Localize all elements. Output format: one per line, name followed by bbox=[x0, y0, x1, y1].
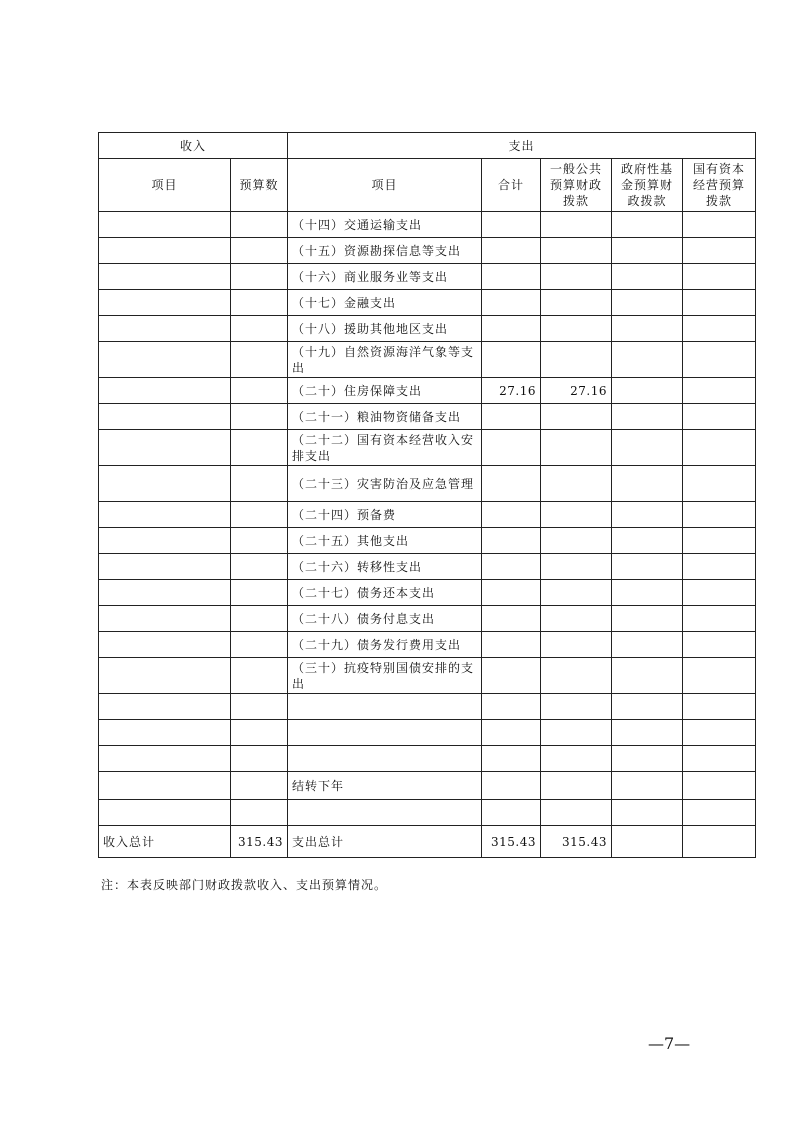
table-row bbox=[99, 238, 756, 264]
expenditure-item-cell: （二十七）债务还本支出 bbox=[288, 580, 482, 606]
income-budget-cell bbox=[231, 404, 288, 430]
fund-budget-cell bbox=[612, 212, 683, 238]
table-row bbox=[99, 800, 756, 826]
fund-budget-header: 政府性基金预算财政拨款 bbox=[612, 159, 683, 212]
table-row bbox=[99, 502, 756, 528]
expenditure-item-cell: （二十一）粮油物资储备支出 bbox=[288, 404, 482, 430]
income-budget-cell bbox=[231, 800, 288, 826]
general-budget-cell bbox=[541, 554, 612, 580]
state-capital-cell bbox=[683, 720, 756, 746]
general-budget-cell bbox=[541, 694, 612, 720]
income-item-cell bbox=[99, 342, 231, 378]
general-budget-cell bbox=[541, 580, 612, 606]
income-item-cell bbox=[99, 580, 231, 606]
general-budget-cell bbox=[541, 632, 612, 658]
state-capital-cell bbox=[683, 378, 756, 404]
income-budget-cell bbox=[231, 378, 288, 404]
income-budget-cell bbox=[231, 502, 288, 528]
totals-row bbox=[99, 826, 756, 858]
income-item-cell bbox=[99, 528, 231, 554]
fund-budget-cell bbox=[612, 580, 683, 606]
total-cell bbox=[482, 212, 541, 238]
income-budget-cell bbox=[231, 658, 288, 694]
general-budget-cell bbox=[541, 746, 612, 772]
general-budget-cell: 27.16 bbox=[541, 378, 612, 404]
fund-budget-cell bbox=[612, 606, 683, 632]
fund-budget-cell bbox=[612, 720, 683, 746]
total-cell bbox=[482, 746, 541, 772]
fund-budget-cell bbox=[612, 800, 683, 826]
income-budget-cell bbox=[231, 342, 288, 378]
expenditure-item-cell: （十六）商业服务业等支出 bbox=[288, 264, 482, 290]
table-row bbox=[99, 606, 756, 632]
total-cell bbox=[482, 580, 541, 606]
expenditure-item-cell bbox=[288, 694, 482, 720]
state-capital-cell bbox=[683, 554, 756, 580]
total-cell bbox=[482, 632, 541, 658]
fund-budget-cell bbox=[612, 316, 683, 342]
total-header: 合计 bbox=[482, 159, 541, 212]
budget-table bbox=[98, 132, 756, 858]
general-budget-cell bbox=[541, 238, 612, 264]
income-item-cell bbox=[99, 606, 231, 632]
table-row bbox=[99, 264, 756, 290]
table-body bbox=[99, 212, 756, 858]
income-item-cell bbox=[99, 430, 231, 466]
expenditure-item-cell: （二十九）债务发行费用支出 bbox=[288, 632, 482, 658]
fund-budget-cell bbox=[612, 772, 683, 800]
general-budget-cell bbox=[541, 290, 612, 316]
table-row bbox=[99, 694, 756, 720]
fund-budget-cell bbox=[612, 502, 683, 528]
column-header-row bbox=[99, 159, 756, 212]
income-item-cell bbox=[99, 378, 231, 404]
table-row bbox=[99, 316, 756, 342]
state-capital-cell bbox=[683, 580, 756, 606]
fund-budget-cell bbox=[612, 238, 683, 264]
general-budget-cell bbox=[541, 658, 612, 694]
income-budget-cell bbox=[231, 554, 288, 580]
general-budget-cell bbox=[541, 342, 612, 378]
income-item-cell bbox=[99, 466, 231, 502]
fund-budget-total bbox=[612, 826, 683, 858]
general-budget-cell bbox=[541, 430, 612, 466]
general-budget-cell bbox=[541, 316, 612, 342]
state-capital-cell bbox=[683, 264, 756, 290]
income-budget-cell bbox=[231, 264, 288, 290]
income-budget-cell bbox=[231, 772, 288, 800]
group-header-row bbox=[99, 133, 756, 159]
income-item-cell bbox=[99, 502, 231, 528]
fund-budget-cell bbox=[612, 694, 683, 720]
income-item-cell bbox=[99, 772, 231, 800]
general-budget-cell bbox=[541, 264, 612, 290]
expenditure-item-cell: （十八）援助其他地区支出 bbox=[288, 316, 482, 342]
table-row bbox=[99, 772, 756, 800]
income-budget-cell bbox=[231, 238, 288, 264]
state-capital-cell bbox=[683, 238, 756, 264]
expenditure-item-cell: （二十八）债务付息支出 bbox=[288, 606, 482, 632]
state-capital-cell bbox=[683, 212, 756, 238]
income-budget-cell bbox=[231, 290, 288, 316]
income-item-cell bbox=[99, 316, 231, 342]
table-row bbox=[99, 632, 756, 658]
total-cell bbox=[482, 404, 541, 430]
total-cell bbox=[482, 772, 541, 800]
income-budget-cell bbox=[231, 316, 288, 342]
total-cell bbox=[482, 694, 541, 720]
general-budget-cell bbox=[541, 528, 612, 554]
income-budget-cell bbox=[231, 580, 288, 606]
total-cell bbox=[482, 528, 541, 554]
expenditure-item-cell bbox=[288, 800, 482, 826]
expenditure-item-cell: （二十五）其他支出 bbox=[288, 528, 482, 554]
fund-budget-cell bbox=[612, 466, 683, 502]
income-budget-cell bbox=[231, 694, 288, 720]
state-capital-cell bbox=[683, 746, 756, 772]
state-capital-cell bbox=[683, 772, 756, 800]
table-row bbox=[99, 720, 756, 746]
total-cell bbox=[482, 720, 541, 746]
general-budget-cell bbox=[541, 720, 612, 746]
income-budget-cell bbox=[231, 528, 288, 554]
expenditure-item-cell: （十四）交通运输支出 bbox=[288, 212, 482, 238]
state-capital-cell bbox=[683, 658, 756, 694]
income-item-cell bbox=[99, 212, 231, 238]
general-budget-cell bbox=[541, 404, 612, 430]
fund-budget-cell bbox=[612, 746, 683, 772]
general-budget-cell bbox=[541, 772, 612, 800]
total-cell bbox=[482, 342, 541, 378]
state-capital-cell bbox=[683, 430, 756, 466]
total-cell bbox=[482, 430, 541, 466]
total-cell bbox=[482, 466, 541, 502]
income-total-value: 315.43 bbox=[231, 826, 288, 858]
expenditure-total-value: 315.43 bbox=[482, 826, 541, 858]
income-total-label: 收入总计 bbox=[99, 826, 231, 858]
expenditure-item-cell bbox=[288, 746, 482, 772]
table-row bbox=[99, 404, 756, 430]
general-budget-cell bbox=[541, 212, 612, 238]
state-capital-cell bbox=[683, 342, 756, 378]
income-item-cell bbox=[99, 264, 231, 290]
total-cell bbox=[482, 800, 541, 826]
expenditure-item-cell: （十九）自然资源海洋气象等支出 bbox=[288, 342, 482, 378]
income-item-cell bbox=[99, 404, 231, 430]
table-note: 注：本表反映部门财政拨款收入、支出预算情况。 bbox=[101, 878, 388, 892]
state-capital-header: 国有资本经营预算拨款 bbox=[683, 159, 756, 212]
table-row bbox=[99, 378, 756, 404]
expenditure-item-cell bbox=[288, 720, 482, 746]
page-number: —7— bbox=[648, 1034, 691, 1053]
income-item-cell bbox=[99, 554, 231, 580]
expenditure-item-cell: （十七）金融支出 bbox=[288, 290, 482, 316]
general-budget-cell bbox=[541, 800, 612, 826]
fund-budget-cell bbox=[612, 528, 683, 554]
fund-budget-cell bbox=[612, 430, 683, 466]
income-budget-cell bbox=[231, 632, 288, 658]
table-row bbox=[99, 430, 756, 466]
state-capital-cell bbox=[683, 316, 756, 342]
state-capital-cell bbox=[683, 290, 756, 316]
expenditure-item-cell: （三十）抗疫特别国债安排的支出 bbox=[288, 658, 482, 694]
total-cell bbox=[482, 606, 541, 632]
state-capital-cell bbox=[683, 502, 756, 528]
general-budget-total: 315.43 bbox=[541, 826, 612, 858]
state-capital-cell bbox=[683, 800, 756, 826]
table-row bbox=[99, 290, 756, 316]
income-item-cell bbox=[99, 746, 231, 772]
general-budget-cell bbox=[541, 466, 612, 502]
total-cell bbox=[482, 238, 541, 264]
total-cell bbox=[482, 554, 541, 580]
income-item-cell bbox=[99, 800, 231, 826]
income-budget-cell bbox=[231, 606, 288, 632]
table-row bbox=[99, 658, 756, 694]
income-budget-cell bbox=[231, 430, 288, 466]
state-capital-total bbox=[683, 826, 756, 858]
state-capital-cell bbox=[683, 694, 756, 720]
income-item-cell bbox=[99, 238, 231, 264]
total-cell bbox=[482, 658, 541, 694]
expenditure-group-header: 支出 bbox=[288, 133, 756, 159]
income-item-cell bbox=[99, 720, 231, 746]
income-budget-cell bbox=[231, 466, 288, 502]
state-capital-cell bbox=[683, 466, 756, 502]
expenditure-item-cell: （二十三）灾害防治及应急管理 bbox=[288, 466, 482, 502]
income-group-header: 收入 bbox=[99, 133, 288, 159]
expenditure-item-cell: （二十四）预备费 bbox=[288, 502, 482, 528]
general-budget-header: 一般公共预算财政拨款 bbox=[541, 159, 612, 212]
general-budget-cell bbox=[541, 606, 612, 632]
income-item-cell bbox=[99, 658, 231, 694]
fund-budget-cell bbox=[612, 264, 683, 290]
table-row bbox=[99, 554, 756, 580]
table-row bbox=[99, 746, 756, 772]
expenditure-item-cell: （二十六）转移性支出 bbox=[288, 554, 482, 580]
general-budget-cell bbox=[541, 502, 612, 528]
income-item-cell bbox=[99, 694, 231, 720]
total-cell bbox=[482, 316, 541, 342]
table-row bbox=[99, 528, 756, 554]
expenditure-item-cell: （二十）住房保障支出 bbox=[288, 378, 482, 404]
fund-budget-cell bbox=[612, 658, 683, 694]
total-cell: 27.16 bbox=[482, 378, 541, 404]
state-capital-cell bbox=[683, 404, 756, 430]
income-item-header: 项目 bbox=[99, 159, 231, 212]
income-budget-cell bbox=[231, 212, 288, 238]
income-item-cell bbox=[99, 290, 231, 316]
fund-budget-cell bbox=[612, 378, 683, 404]
state-capital-cell bbox=[683, 528, 756, 554]
state-capital-cell bbox=[683, 632, 756, 658]
income-budget-cell bbox=[231, 720, 288, 746]
fund-budget-cell bbox=[612, 632, 683, 658]
total-cell bbox=[482, 502, 541, 528]
total-cell bbox=[482, 264, 541, 290]
fund-budget-cell bbox=[612, 554, 683, 580]
income-budget-cell bbox=[231, 746, 288, 772]
expenditure-item-cell: （二十二）国有资本经营收入安排支出 bbox=[288, 430, 482, 466]
expenditure-total-label: 支出总计 bbox=[288, 826, 482, 858]
table-row bbox=[99, 212, 756, 238]
expenditure-item-cell: （十五）资源勘探信息等支出 bbox=[288, 238, 482, 264]
income-budget-header: 预算数 bbox=[231, 159, 288, 212]
expenditure-item-header: 项目 bbox=[288, 159, 482, 212]
total-cell bbox=[482, 290, 541, 316]
fund-budget-cell bbox=[612, 404, 683, 430]
table-row bbox=[99, 342, 756, 378]
fund-budget-cell bbox=[612, 290, 683, 316]
table-row bbox=[99, 580, 756, 606]
income-item-cell bbox=[99, 632, 231, 658]
expenditure-item-cell: 结转下年 bbox=[288, 772, 482, 800]
fund-budget-cell bbox=[612, 342, 683, 378]
table-row bbox=[99, 466, 756, 502]
state-capital-cell bbox=[683, 606, 756, 632]
